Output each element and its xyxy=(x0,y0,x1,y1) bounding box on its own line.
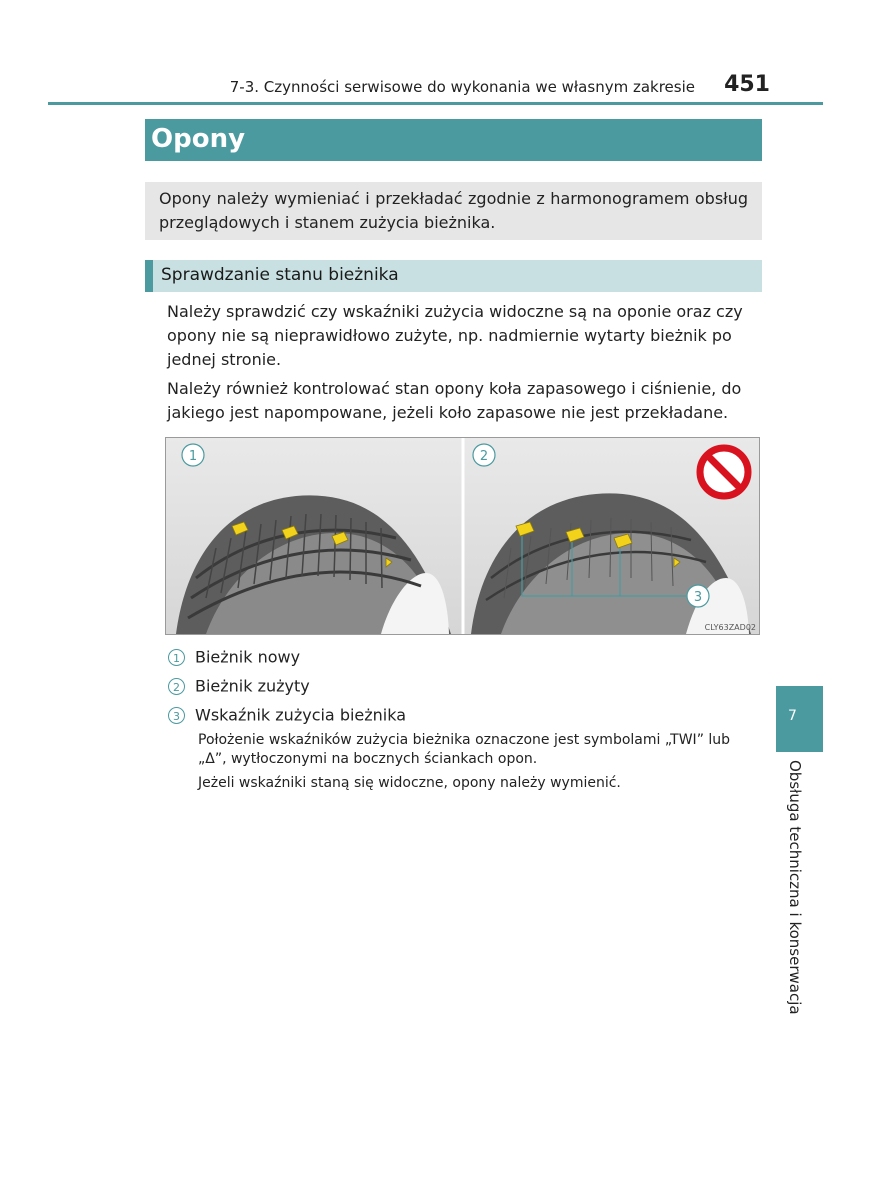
tread-illustration xyxy=(165,437,760,635)
note-replace-tires: Jeżeli wskaźniki staną się widoczne, opony należy wymienić. xyxy=(198,775,621,791)
paragraph-1: Należy sprawdzić czy wskaźniki zużycia widoczne są na oponie oraz czy opony nie są nieprawidłowo zużyte, np. nadmiernie wytarty bieżnik po jednej stronie. xyxy=(167,302,743,369)
marker-2-label: 2 xyxy=(479,449,489,464)
marker-2-icon xyxy=(473,444,495,466)
prohibition-icon xyxy=(700,448,748,496)
legend-number-icon: 1 xyxy=(168,649,185,666)
image-code: CLY63ZAD02 xyxy=(704,623,756,632)
intro-text: Opony należy wymieniać i przekładać zgodnie z harmonogramem obsług przeglądowych i stanem zużycia bieżnika. xyxy=(159,189,748,232)
note-indicator-location: Położenie wskaźników zużycia bieżnika oznaczone jest symbolami „TWI” lub „Δ”, wytłoczonymi na bocznych ściankach opon. xyxy=(198,732,731,767)
header-divider xyxy=(48,102,823,105)
chapter-number: 7 xyxy=(788,708,797,724)
marker-3-icon xyxy=(687,585,709,607)
marker-3-label: 3 xyxy=(693,590,703,605)
intro-box xyxy=(145,182,762,240)
subsection-header xyxy=(145,260,762,292)
marker-1-label: 1 xyxy=(188,449,198,464)
legend-number-icon: 2 xyxy=(168,678,185,695)
legend-label: Bieżnik zużyty xyxy=(195,676,310,696)
legend-item-wear-indicator xyxy=(168,704,406,726)
legend-item-worn-tread xyxy=(168,675,310,697)
marker-1-icon xyxy=(182,444,204,466)
page-title-bar xyxy=(145,119,762,161)
tire-drawing xyxy=(166,438,759,634)
page-title: Opony xyxy=(151,124,246,154)
subsection-marker xyxy=(145,260,153,292)
legend-item-new-tread xyxy=(168,646,300,668)
chapter-title: Obsługa techniczna i konserwacja xyxy=(786,760,804,1015)
subsection-title: Sprawdzanie stanu bieżnika xyxy=(161,265,399,285)
page-number: 451 xyxy=(724,72,770,97)
paragraph-2: Należy również kontrolować stan opony koła zapasowego i ciśnienie, do jakiego jest napompowane, jeżeli koło zapasowe nie jest przekładane. xyxy=(167,379,742,422)
legend-label: Bieżnik nowy xyxy=(195,647,301,667)
legend-label: Wskaźnik zużycia bieżnika xyxy=(195,705,407,725)
legend-number-icon: 3 xyxy=(168,707,185,724)
header-section-title: 7-3. Czynności serwisowe do wykonania we własnym zakresie xyxy=(229,78,695,96)
chapter-tab xyxy=(776,686,823,752)
